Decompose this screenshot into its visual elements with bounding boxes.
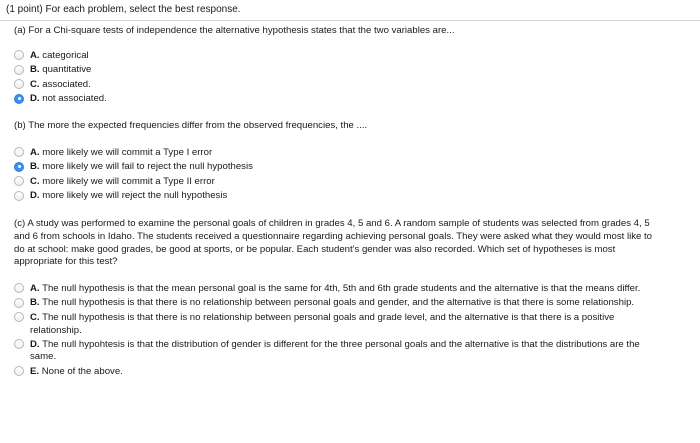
question-c-option-c[interactable] bbox=[14, 312, 692, 337]
option-letter: C. bbox=[30, 175, 40, 187]
question-b-option-c[interactable] bbox=[14, 176, 692, 189]
question-c-option-e[interactable] bbox=[14, 366, 692, 379]
question-c-option-a[interactable] bbox=[14, 283, 692, 296]
radio-button[interactable] bbox=[14, 339, 24, 349]
option-text: The null hypothesis is that there is no relationship between personal goals and grade level, and the alternative is that there is a positive relationship. bbox=[30, 311, 615, 336]
option-text: more likely we will fail to reject the null hypothesis bbox=[42, 161, 253, 173]
question-c-options bbox=[14, 283, 692, 379]
question-a-option-d[interactable] bbox=[14, 93, 692, 106]
option-text: quantitative bbox=[42, 64, 92, 76]
question-a-option-a[interactable] bbox=[14, 50, 692, 63]
option-text: categorical bbox=[42, 49, 89, 61]
question-b-options bbox=[14, 147, 692, 204]
question-b-option-d[interactable] bbox=[14, 190, 692, 203]
option-letter: E. bbox=[30, 365, 40, 377]
radio-button[interactable] bbox=[14, 176, 24, 186]
radio-button[interactable] bbox=[14, 298, 24, 308]
question-a-options bbox=[14, 50, 692, 107]
question-c bbox=[14, 218, 692, 378]
question-c-text: (c) A study was performed to examine the personal goals of children in grades 4, 5 and 6. A random sample of students was selected from grades 4, 5 and 6 from schools in Idaho. The students received a questionnaire regarding achieving personal goals. They were asked what they would most like to do at school: make good grades, be good at sports, or be popular. Each student's gender was also recorded. Which set of hypotheses is most appropriate for this test? bbox=[14, 218, 653, 268]
option-letter: D. bbox=[30, 190, 40, 202]
questions-container bbox=[0, 25, 700, 379]
question-b-text: (b) The more the expected frequencies differ from the observed frequencies, the .... bbox=[14, 120, 368, 132]
radio-button[interactable] bbox=[14, 50, 24, 60]
option-letter: A. bbox=[30, 49, 40, 61]
option-letter: B. bbox=[30, 161, 40, 173]
question-a-option-b[interactable] bbox=[14, 64, 692, 77]
radio-button[interactable] bbox=[14, 283, 24, 293]
problem-header bbox=[0, 0, 700, 21]
radio-button[interactable] bbox=[14, 147, 24, 157]
option-letter: A. bbox=[30, 146, 40, 158]
option-text: The null hypohtesis is that the distribution of gender is different for the three personal goals and the alternative is that the distributions are the same. bbox=[30, 338, 640, 363]
question-a bbox=[14, 25, 692, 106]
option-text: more likely we will commit a Type I error bbox=[42, 146, 213, 158]
question-c-option-d[interactable] bbox=[14, 339, 692, 364]
question-a-option-c[interactable] bbox=[14, 79, 692, 92]
option-text: more likely we will commit a Type II error bbox=[42, 175, 215, 187]
radio-button[interactable] bbox=[14, 79, 24, 89]
radio-button[interactable] bbox=[14, 65, 24, 75]
question-b-option-b[interactable] bbox=[14, 161, 692, 174]
question-b-option-a[interactable] bbox=[14, 147, 692, 160]
question-c-option-b[interactable] bbox=[14, 297, 692, 310]
problem-header-text: (1 point) For each problem, select the best response. bbox=[6, 4, 241, 15]
radio-button[interactable] bbox=[14, 94, 24, 104]
question-a-text: (a) For a Chi-square tests of independence the alternative hypothesis states that the two variables are... bbox=[14, 25, 455, 36]
option-text: associated. bbox=[42, 78, 91, 90]
option-text: None of the above. bbox=[41, 365, 123, 377]
option-letter: D. bbox=[30, 93, 40, 105]
option-letter: C. bbox=[30, 78, 40, 90]
option-text: The null hypothesis is that there is no relationship between personal goals and gender, and the alternative is that there is some relationship. bbox=[42, 297, 635, 309]
option-text: The null hypothesis is that the mean personal goal is the same for 4th, 5th and 6th grade students and the alternative is that the means differ. bbox=[42, 282, 641, 294]
radio-button[interactable] bbox=[14, 162, 24, 172]
radio-button[interactable] bbox=[14, 366, 24, 376]
option-letter: B. bbox=[30, 297, 40, 309]
option-letter: C. bbox=[30, 311, 40, 323]
radio-button[interactable] bbox=[14, 312, 24, 322]
question-b bbox=[14, 120, 692, 203]
option-letter: D. bbox=[30, 338, 40, 350]
option-letter: A. bbox=[30, 282, 40, 294]
option-letter: B. bbox=[30, 64, 40, 76]
option-text: not associated. bbox=[42, 93, 107, 105]
option-text: more likely we will reject the null hypothesis bbox=[42, 190, 228, 202]
radio-button[interactable] bbox=[14, 191, 24, 201]
